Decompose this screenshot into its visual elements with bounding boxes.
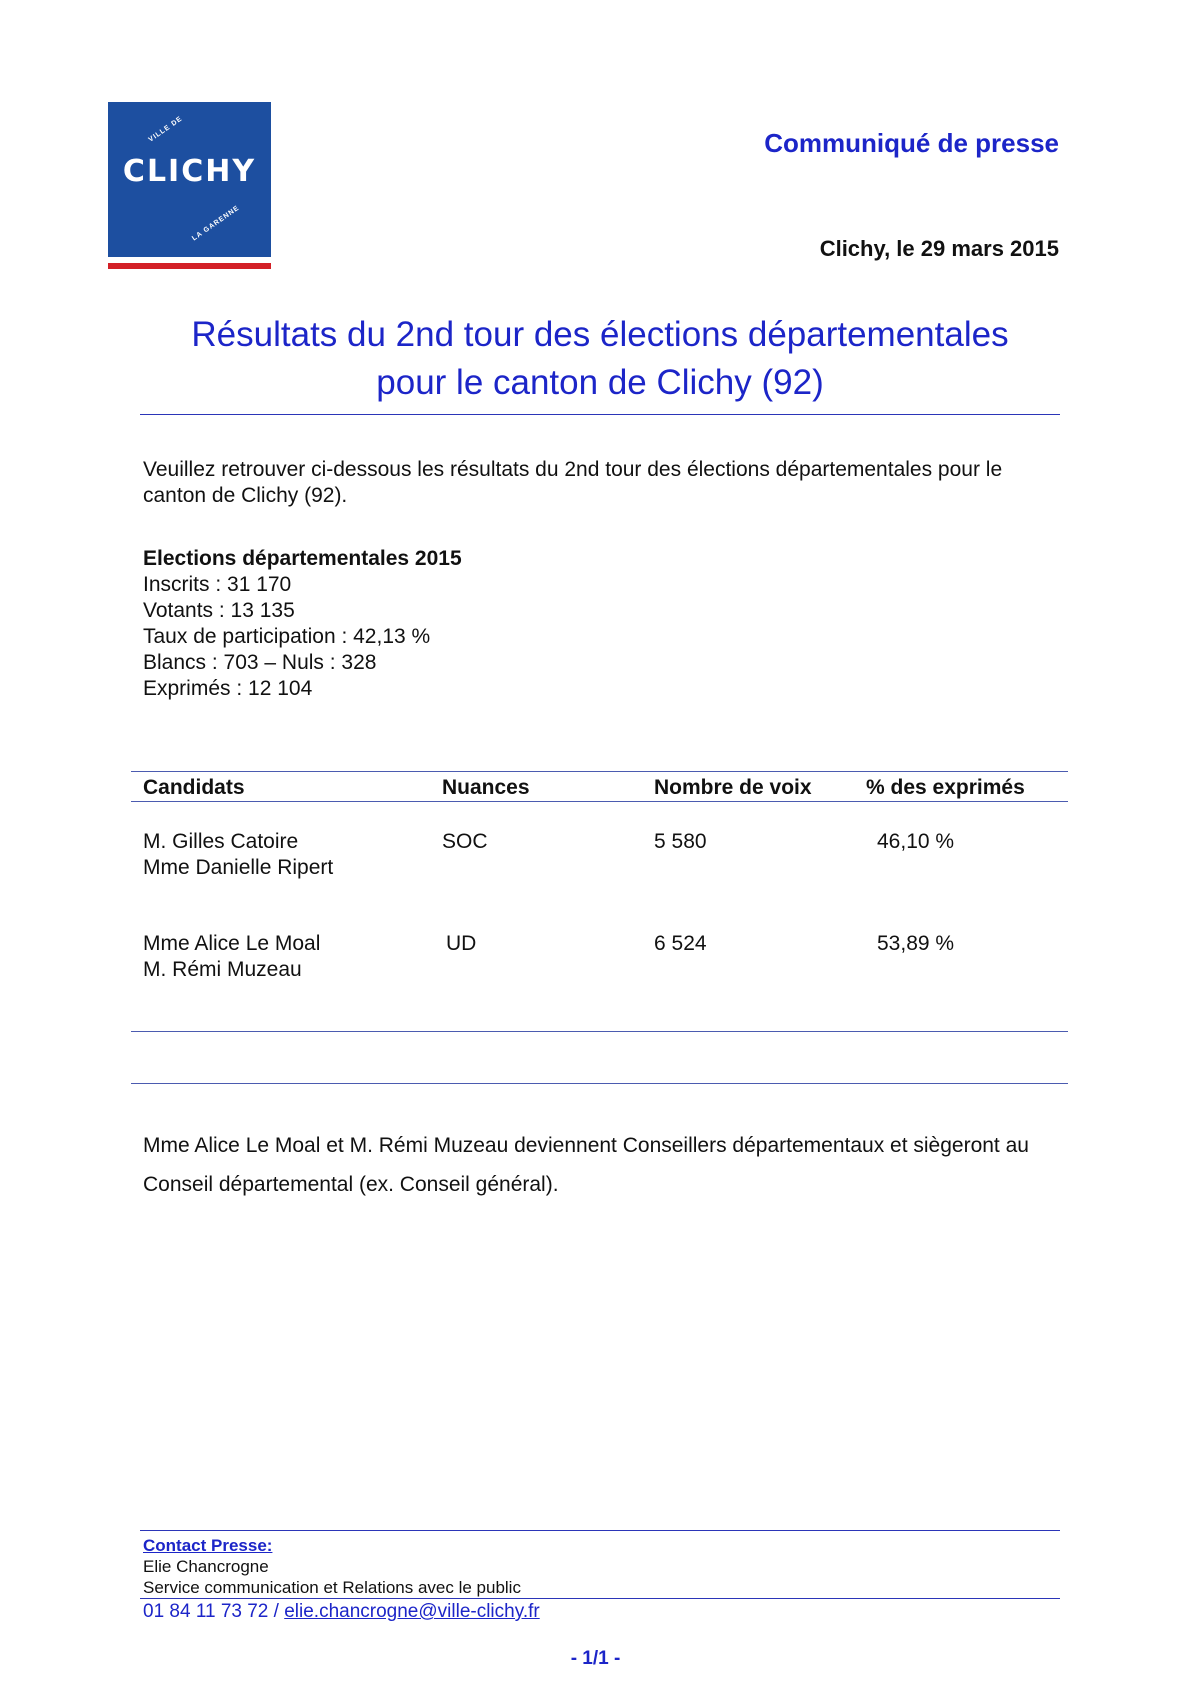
stats-heading: Elections départementales 2015 <box>143 547 462 570</box>
press-release-label: Communiqué de presse <box>764 128 1059 158</box>
page-title <box>140 311 1060 407</box>
contact-phone: 01 84 11 73 72 <box>143 1601 269 1622</box>
contact-email-link[interactable]: elie.chancrogne@ville-clichy.fr <box>284 1601 540 1622</box>
row2-pct: 53,89 % <box>877 932 955 955</box>
footer-top-rule <box>140 1530 1060 1531</box>
row2-voix: 6 524 <box>654 932 707 955</box>
row1-pct: 46,10 % <box>877 830 955 853</box>
conclusion-paragraph: Mme Alice Le Moal et M. Rémi Muzeau deviennent Conseillers départementaux et siègeront au Conseil départemental (ex. Conseil général). <box>143 1134 1029 1196</box>
header-nombre-voix: Nombre de voix <box>654 776 812 799</box>
table-top-rule <box>131 771 1068 772</box>
logo-top-text: VILLE DE <box>147 115 184 144</box>
row2-candidate-1: Mme Alice Le Moal <box>143 932 321 955</box>
row2-nuance: UD <box>446 932 477 955</box>
press-contact <box>143 1535 521 1598</box>
stats-votants: Votants : 13 135 <box>143 599 295 622</box>
footer-mid-rule <box>140 1598 1060 1599</box>
header-candidats: Candidats <box>143 776 245 799</box>
row1-voix: 5 580 <box>654 830 707 853</box>
contact-separator: / <box>268 1601 285 1622</box>
intro-paragraph: Veuillez retrouver ci-dessous les résultats du 2nd tour des élections départementales pour le canton de Clichy (92). <box>143 458 1003 507</box>
stats-taux: Taux de participation : 42,13 % <box>143 625 431 648</box>
stats-exprimes: Exprimés : 12 104 <box>143 677 313 700</box>
document-date: Clichy, le 29 mars 2015 <box>819 236 1059 261</box>
contact-service: Service communication et Relations avec le public <box>143 1578 521 1597</box>
row2-candidate-2: M. Rémi Muzeau <box>143 958 302 981</box>
header-pct-exprimes: % des exprimés <box>866 776 1025 799</box>
logo-red-stripe <box>108 263 271 269</box>
logo-main-text: CLICHY <box>122 154 257 189</box>
contact-name: Elie Chancrogne <box>143 1557 269 1576</box>
header-nuances: Nuances <box>442 776 530 799</box>
title-line-2: pour le canton de Clichy (92) <box>376 363 824 402</box>
election-stats <box>143 546 462 702</box>
stats-inscrits: Inscrits : 31 170 <box>143 573 292 596</box>
table-bottom-rule-1 <box>131 1031 1068 1032</box>
clichy-logo <box>108 102 271 269</box>
contact-label: Contact Presse: <box>143 1536 273 1555</box>
page-number: - 1/1 - <box>570 1648 621 1669</box>
table-bottom-rule-2 <box>131 1083 1068 1084</box>
row1-nuance: SOC <box>442 830 488 853</box>
contact-line <box>143 1601 540 1623</box>
row1-candidate-2: Mme Danielle Ripert <box>143 856 334 879</box>
title-line-1: Résultats du 2nd tour des élections départementales <box>191 315 1009 354</box>
row1-candidates <box>143 829 333 881</box>
table-header-rule <box>131 801 1068 802</box>
row1-candidate-1: M. Gilles Catoire <box>143 830 299 853</box>
logo-background <box>108 102 271 257</box>
logo-bottom-text: LA GARENNE <box>191 204 241 243</box>
title-underline <box>140 414 1060 415</box>
row2-candidates <box>143 931 320 983</box>
stats-blancs-nuls: Blancs : 703 – Nuls : 328 <box>143 651 377 674</box>
